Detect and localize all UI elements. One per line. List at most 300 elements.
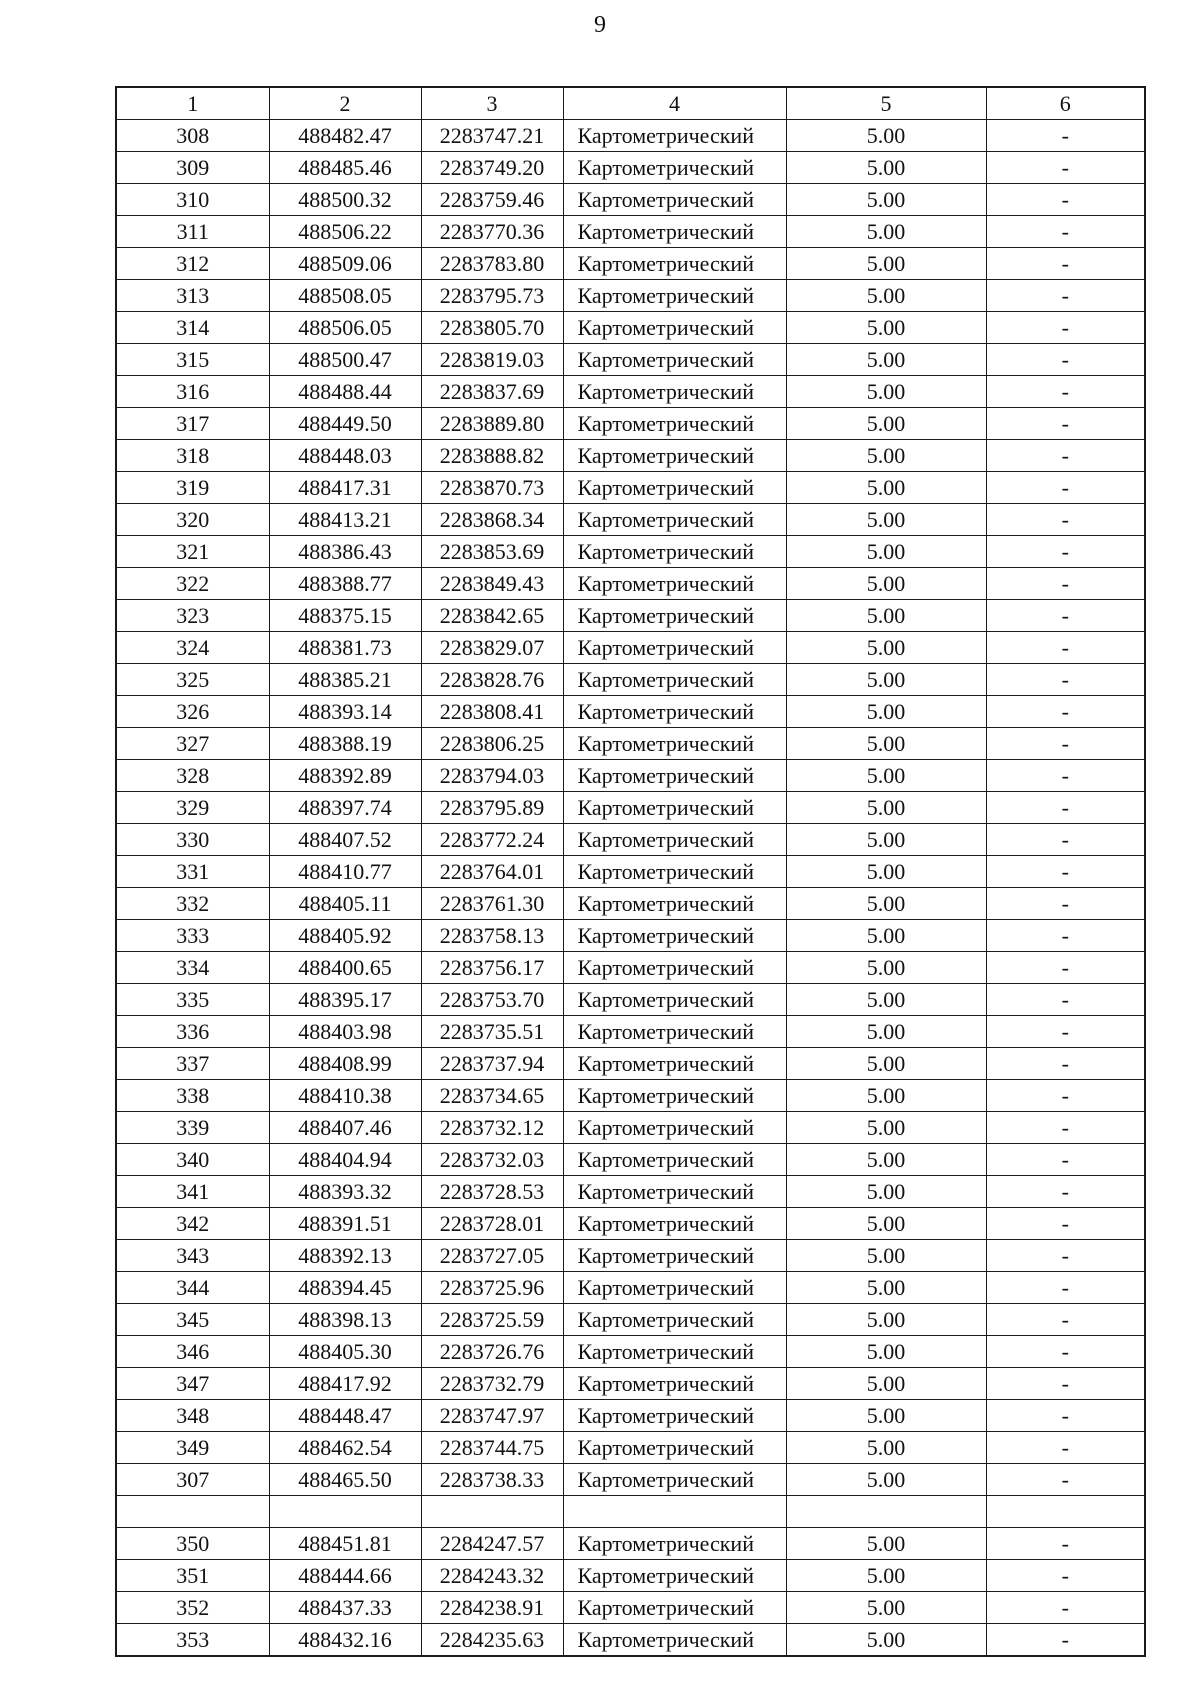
column-header-1: 1 xyxy=(116,87,269,120)
table-row xyxy=(116,1336,1145,1368)
cell-method: Картометрический xyxy=(563,1048,786,1080)
table-row xyxy=(116,184,1145,216)
cell-accuracy: 5.00 xyxy=(786,760,986,792)
cell-method: Картометрический xyxy=(563,1624,786,1657)
table-row xyxy=(116,1496,1145,1528)
table-row xyxy=(116,1112,1145,1144)
cell-x-coordinate: 488451.81 xyxy=(269,1528,421,1560)
cell-y-coordinate: 2283734.65 xyxy=(421,1080,563,1112)
cell-y-coordinate: 2283726.76 xyxy=(421,1336,563,1368)
cell-method: Картометрический xyxy=(563,248,786,280)
cell-point-number: 349 xyxy=(116,1432,269,1464)
cell-y-coordinate: 2283795.89 xyxy=(421,792,563,824)
cell-y-coordinate: 2283808.41 xyxy=(421,696,563,728)
table-row xyxy=(116,1560,1145,1592)
cell-accuracy: 5.00 xyxy=(786,1080,986,1112)
cell-note: - xyxy=(986,440,1145,472)
cell-accuracy: 5.00 xyxy=(786,344,986,376)
cell-note: - xyxy=(986,248,1145,280)
table-row xyxy=(116,1048,1145,1080)
table-row xyxy=(116,1464,1145,1496)
cell-y-coordinate: 2283889.80 xyxy=(421,408,563,440)
cell-point-number: 345 xyxy=(116,1304,269,1336)
cell-y-coordinate: 2283806.25 xyxy=(421,728,563,760)
cell-method: Картометрический xyxy=(563,1240,786,1272)
cell-method: Картометрический xyxy=(563,888,786,920)
cell-x-coordinate: 488405.92 xyxy=(269,920,421,952)
cell-method: Картометрический xyxy=(563,1432,786,1464)
cell-accuracy: 5.00 xyxy=(786,120,986,152)
table-row xyxy=(116,1624,1145,1657)
cell-accuracy: 5.00 xyxy=(786,1048,986,1080)
table-row xyxy=(116,1016,1145,1048)
cell-point-number: 348 xyxy=(116,1400,269,1432)
cell-accuracy: 5.00 xyxy=(786,504,986,536)
cell-x-coordinate: 488407.52 xyxy=(269,824,421,856)
cell-accuracy: 5.00 xyxy=(786,696,986,728)
cell-y-coordinate: 2283732.79 xyxy=(421,1368,563,1400)
table-row xyxy=(116,376,1145,408)
cell-y-coordinate: 2283805.70 xyxy=(421,312,563,344)
cell-method: Картометрический xyxy=(563,728,786,760)
cell-y-coordinate xyxy=(421,1496,563,1528)
cell-note: - xyxy=(986,1272,1145,1304)
cell-point-number: 352 xyxy=(116,1592,269,1624)
cell-method: Картометрический xyxy=(563,1368,786,1400)
table-row xyxy=(116,664,1145,696)
table-row xyxy=(116,536,1145,568)
cell-accuracy: 5.00 xyxy=(786,280,986,312)
cell-note: - xyxy=(986,1336,1145,1368)
cell-point-number: 330 xyxy=(116,824,269,856)
cell-note: - xyxy=(986,344,1145,376)
cell-x-coordinate: 488393.14 xyxy=(269,696,421,728)
table-row xyxy=(116,344,1145,376)
cell-note: - xyxy=(986,120,1145,152)
cell-y-coordinate: 2283747.97 xyxy=(421,1400,563,1432)
cell-y-coordinate: 2283761.30 xyxy=(421,888,563,920)
cell-x-coordinate: 488407.46 xyxy=(269,1112,421,1144)
cell-accuracy: 5.00 xyxy=(786,664,986,696)
cell-y-coordinate: 2283868.34 xyxy=(421,504,563,536)
cell-x-coordinate: 488462.54 xyxy=(269,1432,421,1464)
cell-x-coordinate: 488432.16 xyxy=(269,1624,421,1657)
cell-accuracy: 5.00 xyxy=(786,1464,986,1496)
cell-x-coordinate: 488400.65 xyxy=(269,952,421,984)
cell-point-number: 321 xyxy=(116,536,269,568)
cell-method: Картометрический xyxy=(563,1560,786,1592)
cell-x-coordinate: 488395.17 xyxy=(269,984,421,1016)
cell-accuracy: 5.00 xyxy=(786,568,986,600)
cell-point-number: 325 xyxy=(116,664,269,696)
cell-x-coordinate: 488410.38 xyxy=(269,1080,421,1112)
cell-accuracy: 5.00 xyxy=(786,1304,986,1336)
table-row xyxy=(116,120,1145,152)
cell-accuracy: 5.00 xyxy=(786,536,986,568)
table-row xyxy=(116,472,1145,504)
cell-note: - xyxy=(986,312,1145,344)
cell-note: - xyxy=(986,1048,1145,1080)
cell-x-coordinate: 488385.21 xyxy=(269,664,421,696)
cell-note: - xyxy=(986,1016,1145,1048)
table-row xyxy=(116,1144,1145,1176)
table-row xyxy=(116,1176,1145,1208)
cell-y-coordinate: 2283819.03 xyxy=(421,344,563,376)
cell-accuracy: 5.00 xyxy=(786,728,986,760)
table-row xyxy=(116,696,1145,728)
cell-y-coordinate: 2284247.57 xyxy=(421,1528,563,1560)
cell-method: Картометрический xyxy=(563,1464,786,1496)
cell-method: Картометрический xyxy=(563,504,786,536)
cell-note: - xyxy=(986,696,1145,728)
table-row xyxy=(116,280,1145,312)
cell-point-number: 353 xyxy=(116,1624,269,1657)
table-row xyxy=(116,504,1145,536)
cell-method: Картометрический xyxy=(563,1400,786,1432)
cell-note: - xyxy=(986,1464,1145,1496)
cell-method: Картометрический xyxy=(563,1176,786,1208)
table-row xyxy=(116,952,1145,984)
table-row xyxy=(116,920,1145,952)
cell-x-coordinate: 488465.50 xyxy=(269,1464,421,1496)
cell-method: Картометрический xyxy=(563,760,786,792)
cell-x-coordinate: 488381.73 xyxy=(269,632,421,664)
cell-point-number: 331 xyxy=(116,856,269,888)
cell-note: - xyxy=(986,632,1145,664)
table-row xyxy=(116,1432,1145,1464)
cell-method: Картометрический xyxy=(563,984,786,1016)
cell-x-coordinate: 488388.77 xyxy=(269,568,421,600)
table-row xyxy=(116,408,1145,440)
cell-accuracy: 5.00 xyxy=(786,248,986,280)
table-row xyxy=(116,440,1145,472)
cell-x-coordinate xyxy=(269,1496,421,1528)
cell-point-number: 332 xyxy=(116,888,269,920)
cell-point-number: 320 xyxy=(116,504,269,536)
cell-note: - xyxy=(986,1592,1145,1624)
cell-note: - xyxy=(986,1304,1145,1336)
cell-point-number: 309 xyxy=(116,152,269,184)
cell-x-coordinate: 488509.06 xyxy=(269,248,421,280)
cell-x-coordinate: 488506.05 xyxy=(269,312,421,344)
cell-y-coordinate: 2283747.21 xyxy=(421,120,563,152)
column-header-6: 6 xyxy=(986,87,1145,120)
table-row xyxy=(116,600,1145,632)
column-header-5: 5 xyxy=(786,87,986,120)
cell-method: Картометрический xyxy=(563,952,786,984)
cell-point-number: 336 xyxy=(116,1016,269,1048)
cell-point-number: 315 xyxy=(116,344,269,376)
cell-accuracy: 5.00 xyxy=(786,1176,986,1208)
cell-method: Картометрический xyxy=(563,1528,786,1560)
cell-accuracy: 5.00 xyxy=(786,1336,986,1368)
table-body xyxy=(116,120,1145,1657)
cell-x-coordinate: 488404.94 xyxy=(269,1144,421,1176)
cell-x-coordinate: 488403.98 xyxy=(269,1016,421,1048)
cell-accuracy: 5.00 xyxy=(786,632,986,664)
cell-method: Картометрический xyxy=(563,536,786,568)
table-row xyxy=(116,312,1145,344)
cell-x-coordinate: 488391.51 xyxy=(269,1208,421,1240)
cell-method: Картометрический xyxy=(563,856,786,888)
cell-accuracy: 5.00 xyxy=(786,376,986,408)
cell-accuracy: 5.00 xyxy=(786,472,986,504)
cell-y-coordinate: 2283888.82 xyxy=(421,440,563,472)
cell-x-coordinate: 488397.74 xyxy=(269,792,421,824)
cell-note: - xyxy=(986,728,1145,760)
cell-note: - xyxy=(986,1560,1145,1592)
cell-note: - xyxy=(986,1240,1145,1272)
cell-point-number: 338 xyxy=(116,1080,269,1112)
cell-y-coordinate: 2283794.03 xyxy=(421,760,563,792)
cell-accuracy: 5.00 xyxy=(786,312,986,344)
cell-y-coordinate: 2283728.53 xyxy=(421,1176,563,1208)
cell-y-coordinate: 2283770.36 xyxy=(421,216,563,248)
cell-y-coordinate: 2283828.76 xyxy=(421,664,563,696)
cell-method: Картометрический xyxy=(563,1208,786,1240)
cell-point-number: 346 xyxy=(116,1336,269,1368)
cell-y-coordinate: 2283753.70 xyxy=(421,984,563,1016)
cell-y-coordinate: 2283725.59 xyxy=(421,1304,563,1336)
cell-x-coordinate: 488500.47 xyxy=(269,344,421,376)
cell-accuracy: 5.00 xyxy=(786,440,986,472)
cell-note: - xyxy=(986,888,1145,920)
cell-accuracy: 5.00 xyxy=(786,408,986,440)
cell-method: Картометрический xyxy=(563,792,786,824)
cell-note: - xyxy=(986,504,1145,536)
cell-point-number: 313 xyxy=(116,280,269,312)
cell-x-coordinate: 488485.46 xyxy=(269,152,421,184)
cell-method: Картометрический xyxy=(563,568,786,600)
cell-x-coordinate: 488449.50 xyxy=(269,408,421,440)
cell-method: Картометрический xyxy=(563,1272,786,1304)
cell-note: - xyxy=(986,1432,1145,1464)
table-row xyxy=(116,984,1145,1016)
cell-method: Картометрический xyxy=(563,184,786,216)
cell-accuracy xyxy=(786,1496,986,1528)
cell-point-number: 318 xyxy=(116,440,269,472)
page-number: 9 xyxy=(594,12,606,38)
cell-x-coordinate: 488392.13 xyxy=(269,1240,421,1272)
cell-note: - xyxy=(986,1080,1145,1112)
cell-accuracy: 5.00 xyxy=(786,952,986,984)
cell-accuracy: 5.00 xyxy=(786,1272,986,1304)
table-row xyxy=(116,1272,1145,1304)
cell-x-coordinate: 488413.21 xyxy=(269,504,421,536)
cell-point-number: 316 xyxy=(116,376,269,408)
cell-x-coordinate: 488375.15 xyxy=(269,600,421,632)
coordinates-table xyxy=(115,86,1146,1657)
cell-y-coordinate: 2283853.69 xyxy=(421,536,563,568)
table-row xyxy=(116,760,1145,792)
cell-accuracy: 5.00 xyxy=(786,1528,986,1560)
cell-y-coordinate: 2283737.94 xyxy=(421,1048,563,1080)
cell-method: Картометрический xyxy=(563,1592,786,1624)
cell-x-coordinate: 488482.47 xyxy=(269,120,421,152)
cell-method: Картометрический xyxy=(563,376,786,408)
cell-note: - xyxy=(986,792,1145,824)
cell-point-number: 340 xyxy=(116,1144,269,1176)
cell-method: Картометрический xyxy=(563,1112,786,1144)
cell-point-number: 343 xyxy=(116,1240,269,1272)
cell-point-number: 350 xyxy=(116,1528,269,1560)
cell-method: Картометрический xyxy=(563,1336,786,1368)
cell-method: Картометрический xyxy=(563,632,786,664)
cell-accuracy: 5.00 xyxy=(786,856,986,888)
cell-point-number: 324 xyxy=(116,632,269,664)
cell-x-coordinate: 488417.31 xyxy=(269,472,421,504)
cell-note: - xyxy=(986,1112,1145,1144)
cell-point-number: 329 xyxy=(116,792,269,824)
column-header-4: 4 xyxy=(563,87,786,120)
cell-accuracy: 5.00 xyxy=(786,1144,986,1176)
cell-accuracy: 5.00 xyxy=(786,600,986,632)
cell-note: - xyxy=(986,952,1145,984)
cell-y-coordinate: 2283758.13 xyxy=(421,920,563,952)
cell-point-number: 344 xyxy=(116,1272,269,1304)
table-row xyxy=(116,792,1145,824)
cell-accuracy: 5.00 xyxy=(786,888,986,920)
cell-method: Картометрический xyxy=(563,472,786,504)
cell-accuracy: 5.00 xyxy=(786,216,986,248)
cell-y-coordinate: 2283756.17 xyxy=(421,952,563,984)
cell-y-coordinate: 2283744.75 xyxy=(421,1432,563,1464)
cell-note: - xyxy=(986,152,1145,184)
cell-x-coordinate: 488392.89 xyxy=(269,760,421,792)
cell-y-coordinate: 2284243.32 xyxy=(421,1560,563,1592)
cell-point-number: 342 xyxy=(116,1208,269,1240)
cell-y-coordinate: 2283735.51 xyxy=(421,1016,563,1048)
cell-point-number: 335 xyxy=(116,984,269,1016)
table-row xyxy=(116,1528,1145,1560)
cell-accuracy: 5.00 xyxy=(786,184,986,216)
cell-y-coordinate: 2283772.24 xyxy=(421,824,563,856)
cell-point-number: 327 xyxy=(116,728,269,760)
cell-method: Картометрический xyxy=(563,408,786,440)
cell-accuracy: 5.00 xyxy=(786,824,986,856)
table-row xyxy=(116,152,1145,184)
cell-method: Картометрический xyxy=(563,1304,786,1336)
table-row xyxy=(116,856,1145,888)
cell-point-number: 319 xyxy=(116,472,269,504)
cell-point-number: 337 xyxy=(116,1048,269,1080)
cell-note: - xyxy=(986,280,1145,312)
cell-note: - xyxy=(986,760,1145,792)
cell-note: - xyxy=(986,1528,1145,1560)
table-row xyxy=(116,888,1145,920)
table-row xyxy=(116,216,1145,248)
table-row xyxy=(116,1400,1145,1432)
cell-method: Картометрический xyxy=(563,600,786,632)
cell-accuracy: 5.00 xyxy=(786,1592,986,1624)
cell-x-coordinate: 488508.05 xyxy=(269,280,421,312)
cell-y-coordinate: 2283829.07 xyxy=(421,632,563,664)
cell-accuracy: 5.00 xyxy=(786,984,986,1016)
table-row xyxy=(116,248,1145,280)
cell-x-coordinate: 488386.43 xyxy=(269,536,421,568)
cell-y-coordinate: 2283732.12 xyxy=(421,1112,563,1144)
cell-note: - xyxy=(986,184,1145,216)
table-row xyxy=(116,1592,1145,1624)
cell-accuracy: 5.00 xyxy=(786,1016,986,1048)
cell-method: Картометрический xyxy=(563,696,786,728)
cell-note: - xyxy=(986,376,1145,408)
cell-x-coordinate: 488393.32 xyxy=(269,1176,421,1208)
cell-y-coordinate: 2283870.73 xyxy=(421,472,563,504)
cell-method: Картометрический xyxy=(563,216,786,248)
cell-point-number: 323 xyxy=(116,600,269,632)
cell-x-coordinate: 488444.66 xyxy=(269,1560,421,1592)
cell-point-number: 326 xyxy=(116,696,269,728)
cell-note: - xyxy=(986,1144,1145,1176)
cell-note: - xyxy=(986,472,1145,504)
cell-note: - xyxy=(986,536,1145,568)
cell-y-coordinate: 2283849.43 xyxy=(421,568,563,600)
cell-accuracy: 5.00 xyxy=(786,1400,986,1432)
cell-y-coordinate: 2283727.05 xyxy=(421,1240,563,1272)
cell-note xyxy=(986,1496,1145,1528)
cell-x-coordinate: 488405.30 xyxy=(269,1336,421,1368)
cell-x-coordinate: 488448.47 xyxy=(269,1400,421,1432)
cell-y-coordinate: 2283738.33 xyxy=(421,1464,563,1496)
cell-point-number: 314 xyxy=(116,312,269,344)
cell-point-number: 339 xyxy=(116,1112,269,1144)
cell-note: - xyxy=(986,1176,1145,1208)
cell-note: - xyxy=(986,920,1145,952)
table-header xyxy=(116,87,1145,120)
cell-note: - xyxy=(986,664,1145,696)
cell-method: Картометрический xyxy=(563,824,786,856)
cell-point-number: 351 xyxy=(116,1560,269,1592)
cell-point-number: 312 xyxy=(116,248,269,280)
cell-point-number: 322 xyxy=(116,568,269,600)
cell-point-number: 333 xyxy=(116,920,269,952)
cell-note: - xyxy=(986,568,1145,600)
cell-point-number: 307 xyxy=(116,1464,269,1496)
cell-x-coordinate: 488410.77 xyxy=(269,856,421,888)
cell-x-coordinate: 488388.19 xyxy=(269,728,421,760)
cell-accuracy: 5.00 xyxy=(786,1432,986,1464)
table-row xyxy=(116,1080,1145,1112)
cell-accuracy: 5.00 xyxy=(786,1560,986,1592)
cell-accuracy: 5.00 xyxy=(786,920,986,952)
cell-y-coordinate: 2283732.03 xyxy=(421,1144,563,1176)
cell-point-number xyxy=(116,1496,269,1528)
cell-method: Картометрический xyxy=(563,920,786,952)
cell-note: - xyxy=(986,984,1145,1016)
cell-point-number: 328 xyxy=(116,760,269,792)
cell-accuracy: 5.00 xyxy=(786,1208,986,1240)
cell-x-coordinate: 488500.32 xyxy=(269,184,421,216)
cell-note: - xyxy=(986,1368,1145,1400)
cell-x-coordinate: 488394.45 xyxy=(269,1272,421,1304)
cell-x-coordinate: 488448.03 xyxy=(269,440,421,472)
cell-note: - xyxy=(986,216,1145,248)
table-row xyxy=(116,568,1145,600)
cell-accuracy: 5.00 xyxy=(786,1624,986,1657)
cell-y-coordinate: 2283783.80 xyxy=(421,248,563,280)
cell-x-coordinate: 488398.13 xyxy=(269,1304,421,1336)
cell-note: - xyxy=(986,408,1145,440)
cell-accuracy: 5.00 xyxy=(786,1368,986,1400)
cell-method: Картометрический xyxy=(563,1080,786,1112)
cell-x-coordinate: 488405.11 xyxy=(269,888,421,920)
column-header-3: 3 xyxy=(421,87,563,120)
cell-method: Картометрический xyxy=(563,312,786,344)
table-row xyxy=(116,1240,1145,1272)
cell-point-number: 341 xyxy=(116,1176,269,1208)
cell-note: - xyxy=(986,1624,1145,1657)
